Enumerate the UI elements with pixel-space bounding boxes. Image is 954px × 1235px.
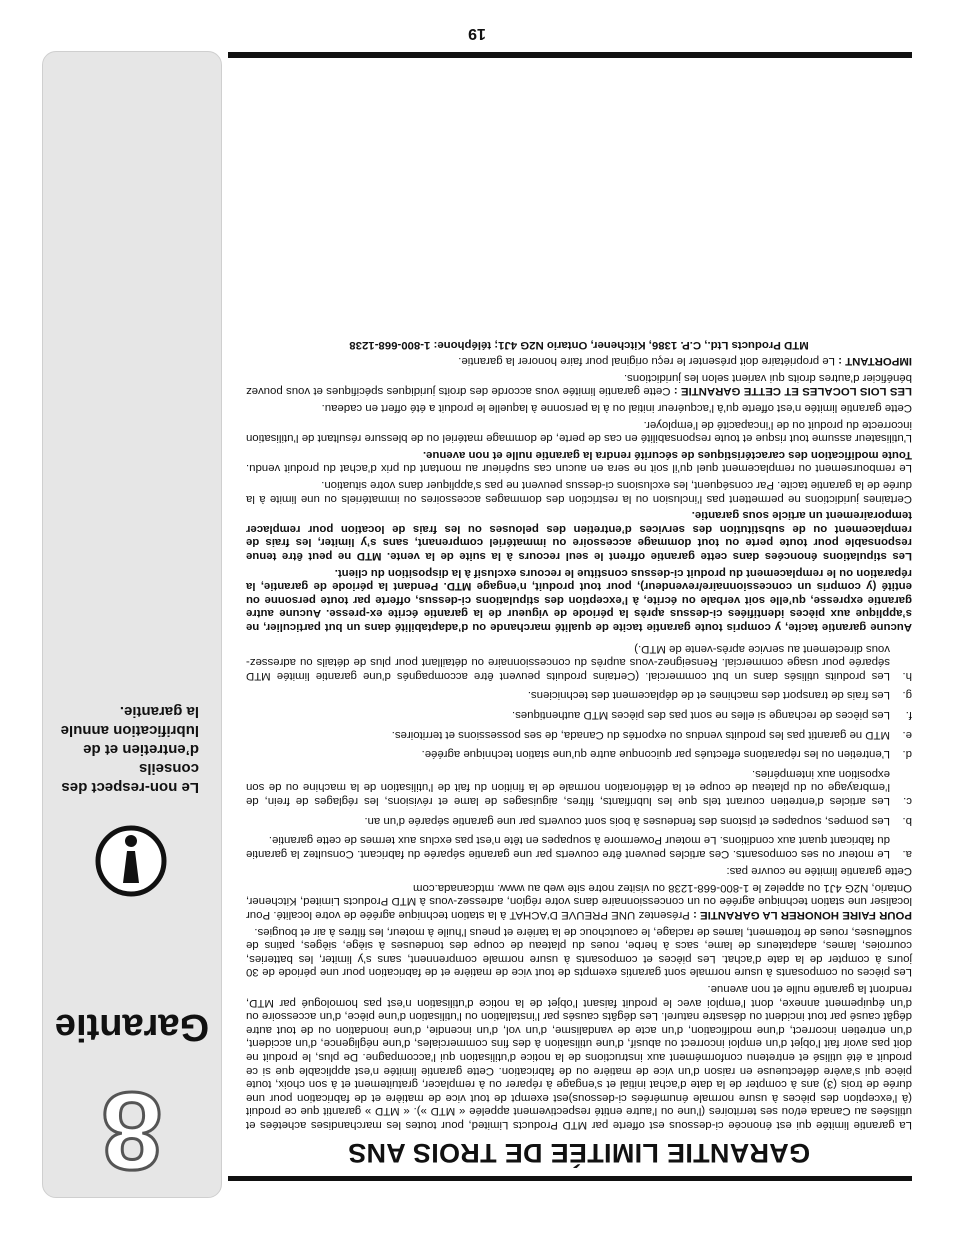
local-laws-paragraph [246, 370, 912, 397]
local-laws-text: Cette garantie limitée vous accorde des droits juridiques spécifiques et vous pouvez bénéficier d’autres droits qui varient selon les juridictions. [245, 371, 912, 398]
exclusion-text: MTD ne garantit pas les produits vendus ou exportés du Canada, de ses possessions et territoires. [391, 728, 890, 741]
sidebar [42, 51, 222, 1198]
user-risk-paragraph: L’utilisateur assume tout risque et toute responsabilité en cas de perte, de dommage matériel ou de blessure résultant de l’utilisation incorrecte du produit ou de l’incapacité de l’employer. [246, 418, 912, 445]
exclusion-item [246, 747, 912, 761]
exclusion-item [246, 766, 912, 807]
warning-note: Le non-respect des conseils d’entretien et de lubrification annule la garantie. [60, 703, 199, 796]
honor-warranty-paragraph [246, 880, 912, 921]
exclusion-text: Les produits utilisés dans un but commercial. (Certains produits peuvent être accompagnés d’une garantie limitée MTD séparée pour usage commercial. Renseignez-vous auprès du concessionnaire ou détaillant pour plus de détails ou adressez-vous directement au service après-vente de MTD.) [246, 642, 890, 682]
liability-paragraph: Les stipulations énoncées dans cette garantie offrent le seul recours à la suite de la vente. MTD ne peut être tenue responsable pour toute perte ou tout dommage accessoire ou immatériel comprenant, sans s’y limiter, les frais de remplacement ou de substitution des services d’entretien des pelouses ou les frais de location pour remplacer temporairement un article sous garantie. [246, 509, 912, 563]
mtd-address: MTD Products Ltd., C.P. 1386, Kitchener, Ontario N2G 4J1; téléphone: 1-800-668-1238 [349, 338, 809, 351]
warranty-heading: GARANTIE LIMITÉE DE TROIS ANS [347, 1138, 811, 1168]
chapter-number: 8 [101, 1069, 163, 1192]
exclusion-letter: a. [902, 847, 912, 860]
exclusion-text: Les articles d’entretien courant tels que les lubrifiants, filtres, aiguisages de lame et révisions, les réglages de frein, de l’embrayage ou du plateau de coupe et la détérioration normale de la finition du fait de l’utilisation de la machine ou de son exposition aux intempéries. [246, 767, 890, 807]
modification-warning: Toute modification des caractéristiques de sécurité rendra la garantie nulle et non avenue. [422, 448, 912, 461]
exclusion-letter: h. [902, 669, 912, 682]
exclusion-text: Le moteur ou ses composants. Ces articles peuvent être couverts par une garantie séparée du fabricant. Consultez la garantie du fabricant quant aux conditions. Le moteur Powermore à soupapes en tête n’est pas exclus aux termes de cette garantie. [246, 834, 890, 860]
exclusion-item [246, 727, 912, 741]
exclusion-letter: f. [905, 708, 912, 721]
exclusion-item [246, 813, 912, 827]
exclusion-text: L’entretien ou les réparations effectués par quiconque autre qu’une station technique agréée. [421, 748, 890, 761]
chapter-title: Garantie [54, 1006, 210, 1048]
important-paragraph [246, 354, 912, 368]
warranty-content [246, 334, 912, 1169]
exclusion-text: Les pièces de rechange si elles ne sont pas des pièces MTD authentiques. [511, 708, 890, 721]
exclamation-icon [95, 825, 167, 897]
important-text: Le propriétaire doit présenter le reçu original pour faire honorer la garantie. [458, 355, 835, 368]
implied-warranty-paragraph: Aucune garantie tacite, y compris toute garantie tacite de qualité marchande ou d’adaptabilité dans un but particulier, ne s’applique aux pièces identifiées ci-dessus après la période de vigueur de la garantie écrite ex-presse. Aucune autre garantie expresse, qu’elle soit verbale ou écrite, à l’exception des stipulations ci-dessus, offerte par toute personne ou entité (y compris un concessionnaire/revendeur), pour tout produit, n’engage MTD. Pendant la période de garantie, la réparation ou le remplacement du produit ci-dessus constitue le recours exclusif à la disposition du client. [246, 566, 912, 633]
jurisdictions-paragraph: Certaines juridictions ne permettent pas l’inclusion ou la restriction des dommages accessoires ou immatériels ou une limite à la durée de la garantie tacite. Par conséquent, les exclusions ci-dessus peuvent ne pas s’appliquer dans votre situation. [246, 479, 912, 505]
exclusion-item [246, 707, 912, 721]
exclusion-text: Les frais de transport des machines et de déplacement des techniciens. [527, 689, 890, 702]
reimbursement-text: Le remboursement ou remplacement quel qu’il soit ne sera en aucun cas supérieur au montant du prix d’achat du produit vendu. [246, 462, 912, 475]
exclusion-letter: c. [903, 794, 912, 807]
honor-warranty-text: Présentez UNE PREUVE D’ACHAT à la station technique agréée de votre localité. Pour localiser une station technique agréée ou un concessionnaire dans votre région, adressez-vous à MTD Products Limited, Kitchener, Ontario, N2G 4J1 ou appelez le 1-800-668-1238 ou visitez notre site web au www. mtdcanada.com [246, 881, 912, 922]
exclusion-item [246, 833, 912, 860]
warranty-intro: La garantie limitée qui est énoncée ci-dessous est offerte par MTD Products Limited, pour toutes les marchandises achetées et utilisées au Canada et/ou ses territoires (l’une ou l’autre entité respectivement appelée « MTD »). « MTD » garantit que ce produit (à l’exception des pièces à usure normale énumérées ci-dessous)est exempt de tout vice de matière et de fabrication pour une durée de trois (3) ans à compter de la date d’achat initial et s’engage à réparer ou à remplacer, gratuitement et à son choix, toute pièce qui s’avère défectueuse en raison d’un vice de matière ou de fabrication. Cette garantie limitée n’est applicable que si ce produit a été utilisé et entretenu conformément aux instructions de la notice d’utilisation qui l’accompagne. De plus, le produit ne doit pas avoir fait l’objet d’un emploi incorrect ou abusif, d’une utilisation à des fins commerciales, d’une négligence, d’un accident, d’un entretien incorrect, d’une modification, d’un acte de vandalisme, d’un vol, d’un incendie, d’une inondation ou de tout autre dégât causé par tout incident ou désastre naturel. Les dégâts causés par l’installation ou l’utilisation d’une pièce, d’un accessoire ou d’un équipement annexe, dont l’emploi avec le produit faisant l’objet de la notice d’utilisation n’est pas homologué par MTD, rendront la garantie nulle et non avenue. [246, 983, 912, 1131]
exclusion-item [246, 641, 912, 682]
exclusion-letter: d. [902, 748, 912, 761]
exclusion-text: Les pompes, soupapes et pistons des fendeuses à bois sont couverts par une garantie séparée d’un an. [364, 814, 890, 827]
top-rule [228, 1176, 912, 1181]
first-owner-paragraph: Cette garantie limitée n’est offerte qu’à l’acquéreur initial ou à la personne à laquelle le produit a été offert en cadeau. [321, 402, 912, 415]
honor-warranty-heading: POUR FAIRE HONORER LA GARANTIE : [693, 909, 912, 922]
exclusion-letter: g. [902, 689, 912, 702]
exclusion-letter: e. [902, 728, 912, 741]
bottom-rule [228, 52, 912, 58]
not-covered-intro: Cette garantie limitée ne couvre pas: [726, 865, 912, 878]
important-heading: IMPORTANT : [838, 355, 912, 368]
exclusion-list [246, 641, 912, 860]
page-number: 19 [468, 25, 486, 42]
reimbursement-paragraph [246, 447, 912, 474]
wear-parts-paragraph: Les pièces ou composants à usure normale sont garantis exempts de tout vice de matière et de fabrication pour une période de 30 jours à compter de la date d’achat. Les pièces et composants à usure normale comprennent, sans s’y limiter, les batteries, courroies, lames, adaptateurs de lame, sacs à herbe, roues du plateau de coupe des tondeuses à siège, sièges, patins de souffleuses, roues de frottement, lames de raclage, le caoutchouc de la tarière et pneus l’huile à moteur, les filtres à air et bougies. [246, 925, 912, 979]
exclusion-letter: b. [902, 814, 912, 827]
local-laws-heading: LES LOIS LOCALES ET CETTE GARANTIE : [673, 385, 912, 398]
exclusion-item [246, 688, 912, 702]
